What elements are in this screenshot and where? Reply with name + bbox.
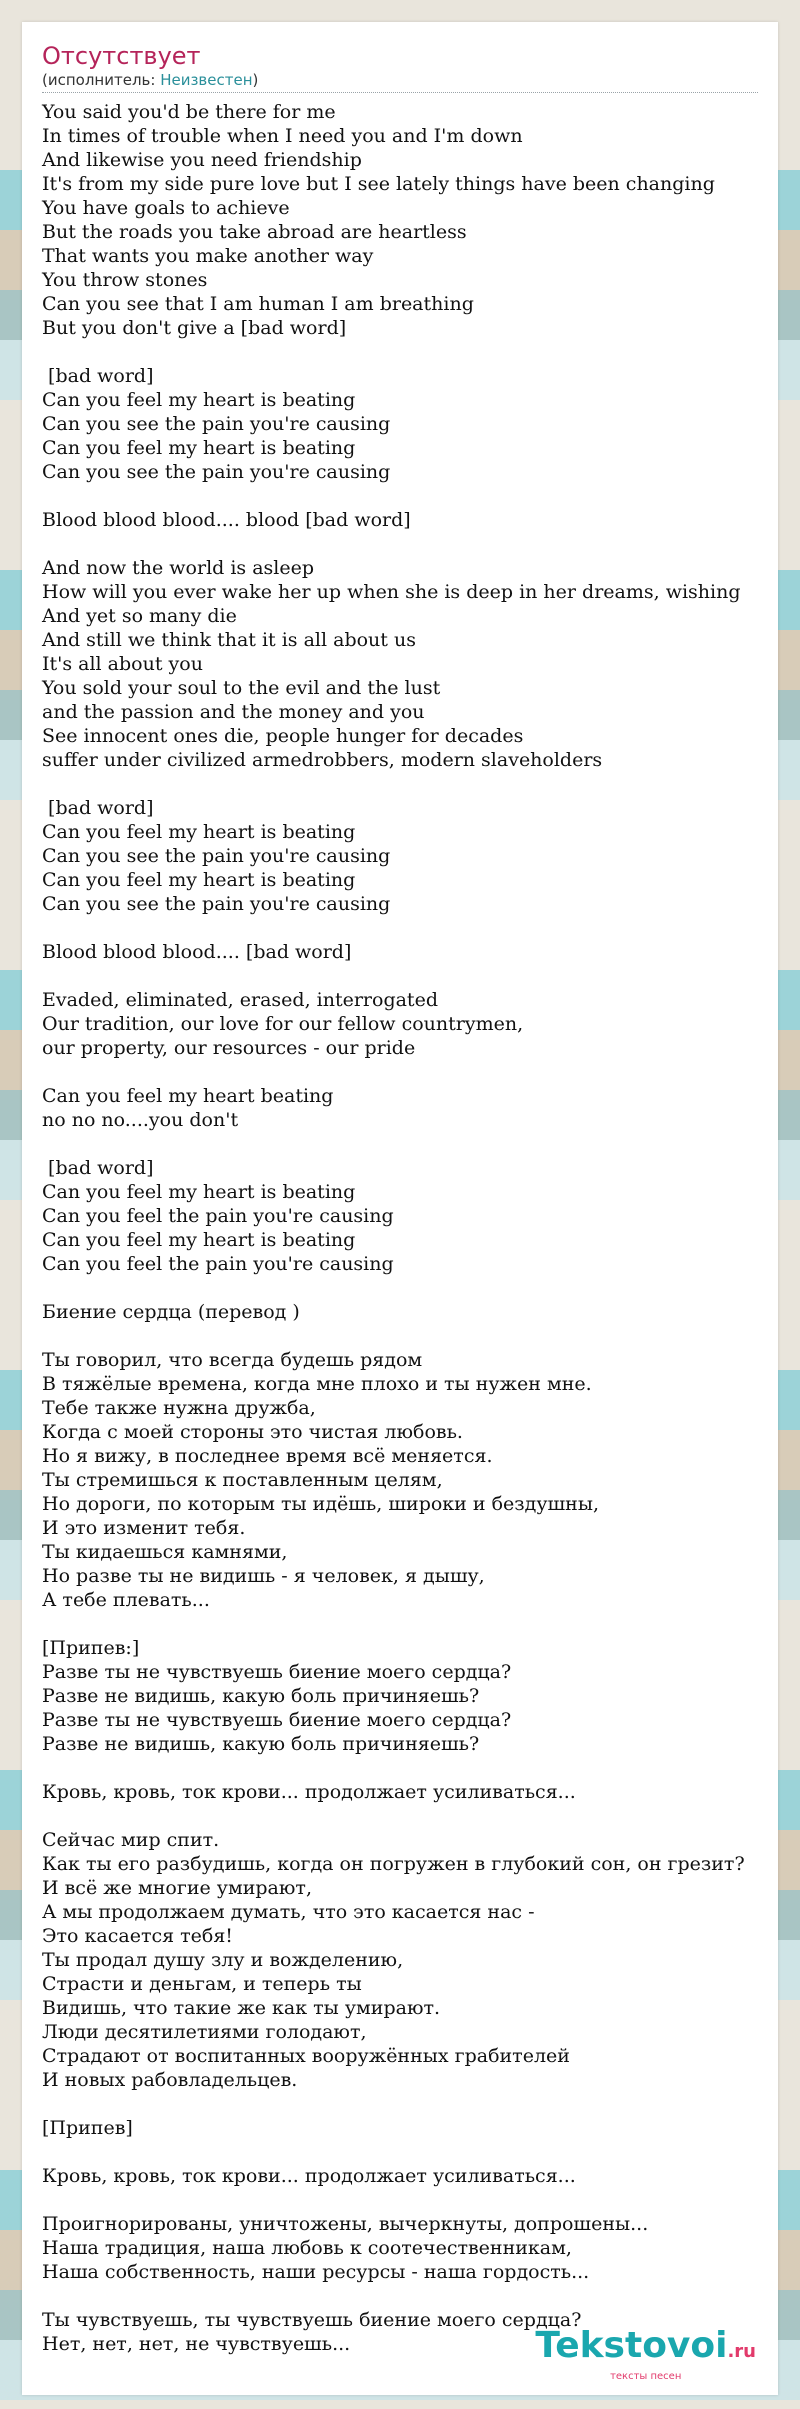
artist-prefix: (исполнитель: — [42, 71, 161, 89]
artist-link[interactable]: Неизвестен — [160, 71, 253, 89]
lyrics-card — [22, 22, 778, 2395]
logo-tagline: тексты песен — [610, 2371, 682, 2382]
lyrics-text: You said you'd be there for me In times of trouble when I need you and I'm down And likewise you need friendship It's from my side pure love but I see lately things have been changing You have goals to achieve But the roads you take abroad are heartless That wants you make another way You throw stones Can you see that I am human I am breathing But you don't give a [bad word] [bad word] Can you feel my heart is beating Can you see the pain you're causing Can you feel my heart is beating Can you see the pain you're causing Blood blood blood.... blood [bad word] And now the world is asleep How will you ever wake her up when she is deep in her dreams, wishing And yet so many die And still we think that it is all about us It's all about you You sold your soul to the evil and the lust and the passion and the money and you See innocent ones die, people hunger for decades suffer under civilized armedrobbers, modern slaveholders [bad word] Can you feel my heart is beating Can you see the pain you're causing Can you feel my heart is beating Can you see the pain you're causing Blood blood blood.... [bad word] Evaded, eliminated, erased, interrogated Our tradition, our love for our fellow countrymen, our property, our resources - our pride Can you feel my heart beating no no no....you don't [bad word] Can you feel my heart is beating Can you feel the pain you're causing Can you feel my heart is beating Can you feel the pain you're causing Биение сердца (перевод ) Ты говорил, что всегда будешь рядом В тяжёлые времена, когда мне плохо и ты нужен мне. Тебе также нужна дружба, Когда с моей стороны это чистая любовь. Но я вижу, в последнее время всё меняется. Ты стремишься к поставленным целям, Но дороги, по которым ты идёшь, широки и бездушны, И это изменит тебя. Ты кидаешься камнями, Но разве ты не видишь - я человек, я дышу, А тебе плевать... [Припев:] Разве ты не чувствуешь биение моего сердца? Разве не видишь, какую боль причиняешь? Разве ты не чувствуешь биение моего сердца? Разве не видишь, какую боль причиняешь? Кровь, кровь, ток крови... продолжает усиливаться... Сейчас мир спит. Как ты его разбудишь, когда он погружен в глубокий сон, он грезит? И всё же многие умирают, А мы продолжаем думать, что это касается нас - Это касается тебя! Ты продал душу злу и вожделению, Страсти и деньгам, и теперь ты Видишь, что такие же как ты умирают. Люди десятилетиями голодают, Страдают от воспитанных вооружённых грабителей И новых рабовладельцев. [Припев] Кровь, кровь, ток крови... продолжает усиливаться... Проигнорированы, уничтожены, вычеркнуты, допрошены... Наша традиция, наша любовь к соотечественникам, Наша собственность, наши ресурсы - наша гордость... Ты чувствуешь, ты чувствуешь биение моего сердца? Нет, нет, нет, не чувствуешь... — [42, 101, 745, 2355]
artist-line — [42, 70, 758, 93]
logo-main-text: Tekstovoi — [535, 2325, 728, 2366]
logo-tld: .ru — [727, 2341, 756, 2362]
logo-wordmark — [535, 2327, 756, 2371]
artist-suffix: ) — [252, 71, 259, 89]
site-logo[interactable] — [535, 2327, 756, 2383]
song-title: Отсутствует — [42, 42, 201, 70]
